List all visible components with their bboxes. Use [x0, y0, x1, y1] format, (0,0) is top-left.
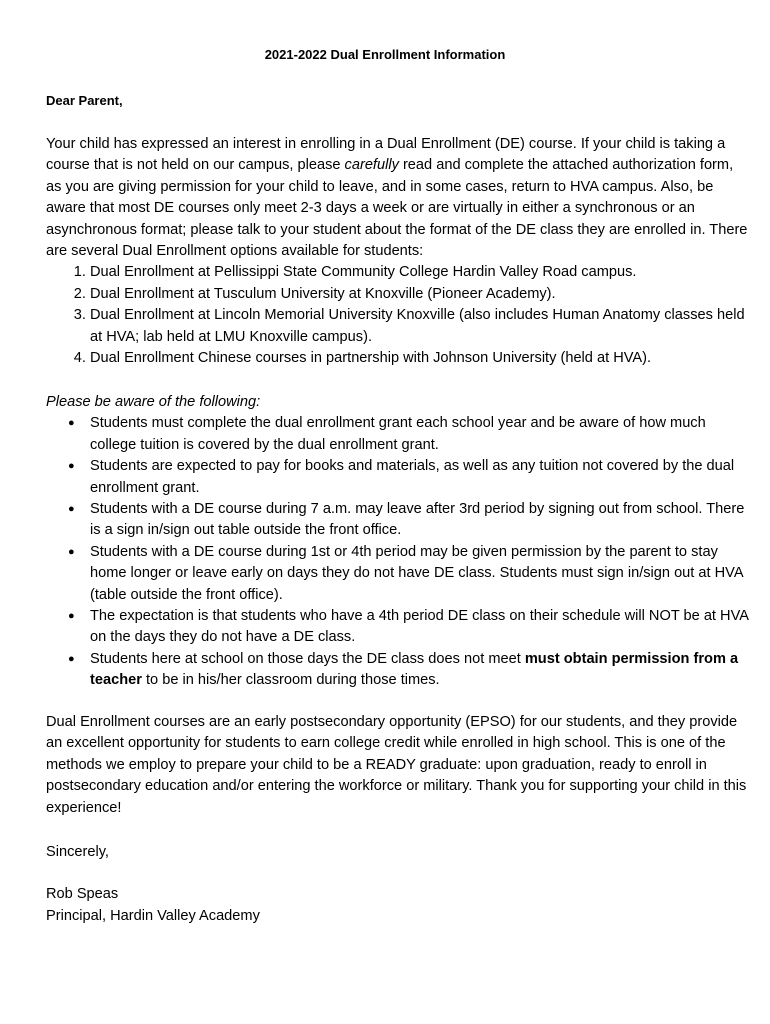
- list-item: [68, 413, 751, 456]
- notes-section: [46, 392, 751, 692]
- bullet-icon: ●: [68, 460, 75, 473]
- note-text: Students must complete the dual enrollment grant each school year and be aware of how much college tuition is covered by the dual enrollment grant.: [90, 415, 706, 453]
- note-bold-text: must obtain permission from a teacher: [90, 650, 739, 689]
- list-item: [68, 499, 751, 542]
- note-text: Students here at school on those days the DE class does not meet: [90, 650, 525, 667]
- signer-name: Rob Speas: [46, 886, 119, 902]
- closing-paragraph: Dual Enrollment courses are an early postsecondary opportunity (EPSO) for our students, and they provide an excellent opportunity for students to earn college credit while enrolled in high school. This is one of the methods we employ to prepare your child to be a READY graduate: upon graduation, ready to enroll in postsecondary education and/or entering the workforce or military. Thank you for supporting your child in this experience!: [46, 714, 747, 816]
- note-text: to be in his/her classroom during those times.: [141, 672, 440, 689]
- notes-list: [46, 413, 751, 691]
- list-item: 2. Dual Enrollment at Tusculum University at Knoxville (Pioneer Academy).: [90, 284, 751, 305]
- list-item: 4. Dual Enrollment Chinese courses in partnership with Johnson University (held at HVA).: [90, 348, 751, 369]
- signer-title: Principal, Hardin Valley Academy: [46, 908, 260, 924]
- bullet-icon: ●: [68, 417, 75, 430]
- salutation: Dear Parent,: [46, 93, 123, 108]
- list-item: [68, 606, 751, 649]
- document-title: 2021-2022 Dual Enrollment Information: [264, 47, 506, 62]
- bullet-icon: ●: [68, 503, 75, 516]
- intro-text-1: Your child has expressed an interest in enrolling in a Dual Enrollment (DE) course. If your child is taking a course that is not held on our campus, please: [46, 136, 726, 174]
- list-item: [68, 456, 751, 499]
- list-item: [68, 542, 751, 606]
- notes-lead: Please be aware of the following:: [46, 394, 261, 410]
- bullet-icon: ●: [68, 610, 75, 623]
- bullet-icon: ●: [68, 652, 75, 665]
- bullet-icon: ●: [68, 545, 75, 558]
- note-text: The expectation is that students who have a 4th period DE class on their schedule will NOT be at HVA on the days they do not have a DE class.: [90, 608, 749, 646]
- note-text: Students with a DE course during 7 a.m. may leave after 3rd period by signing out from school. There is a sign in/sign out table outside the front office.: [90, 501, 745, 539]
- intro-text-2: read and complete the attached authorization form, as you are giving permission for your child to leave, and in some cases, return to HVA campus. Also, be aware that most DE courses only meet 2-3 days a week or are virtually in either a synchronous or an asynchronous format; please talk to your student about the format of the DE class they are enrolled in. There are several Dual Enrollment options available for students:: [46, 157, 748, 260]
- list-item: [68, 649, 751, 692]
- note-text: Students with a DE course during 1st or 4th period may be given permission by the parent to stay home longer or leave early on days they do not have DE class. Students must sign in/sign out at HVA (table outside the front office).: [90, 543, 743, 603]
- note-text: Students are expected to pay for books and materials, as well as any tuition not covered by the dual enrollment grant.: [90, 458, 735, 496]
- intro-emphasis: carefully: [344, 157, 399, 174]
- intro-paragraph: [46, 134, 751, 262]
- list-item: 1. Dual Enrollment at Pellissippi State Community College Hardin Valley Road campus.: [90, 262, 751, 283]
- closing-section: [46, 712, 751, 819]
- list-item: 3. Dual Enrollment at Lincoln Memorial University Knoxville (also includes Human Anatomy classes held at HVA; lab held at LMU Knoxville campus).: [90, 305, 751, 348]
- intro-section: [46, 134, 751, 369]
- enrollment-options-list: [46, 262, 751, 369]
- signoff: Sincerely,: [46, 844, 109, 860]
